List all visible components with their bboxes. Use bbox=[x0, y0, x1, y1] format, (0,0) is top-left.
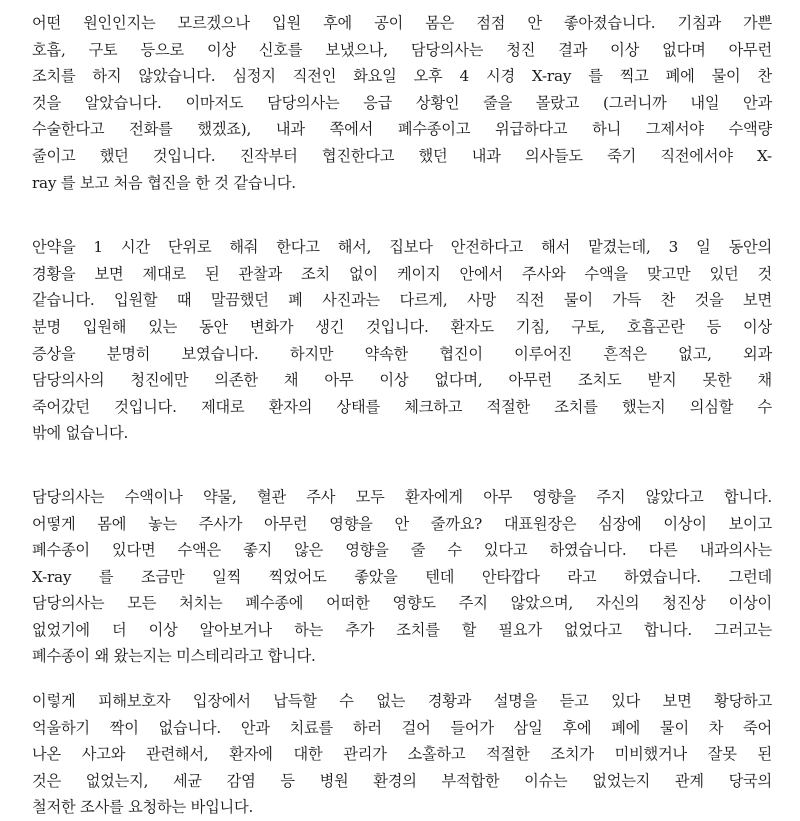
text-line: 폐수종이 왜 왔는지는 미스테리라고 합니다. bbox=[32, 647, 316, 666]
text-line: 호흡, 구토 등으로 이상 신호를 보냈으나, 담당의사는 청진 결과 이상 없다며 아무런 bbox=[32, 40, 772, 59]
text-line: 담당의사는 수액이나 약물, 혈관 주사 모두 환자에게 아무 영향을 주지 않았다고 합니다. bbox=[32, 487, 772, 506]
text-line: 담당의사는 모든 처치는 폐수종에 어떠한 영향도 주지 않았으며, 자신의 청진상 이상이 bbox=[32, 594, 772, 613]
document-page bbox=[32, 10, 772, 821]
text-line: 폐수종이 있다면 수액은 좋지 않은 영향을 줄 수 있다고 하였습니다. 다른 내과의사는 bbox=[32, 541, 772, 560]
text-line: 증상을 분명히 보였습니다. 하지만 약속한 협진이 이루어진 흔적은 없고, 외과 bbox=[32, 344, 772, 363]
text-line: 수술한다고 전화를 했겠죠), 내과 쪽에서 폐수종이고 위급하다고 하니 그제서야 수액량 bbox=[32, 120, 772, 139]
paragraph-1 bbox=[32, 10, 772, 196]
text-line: X-ray 를 조금만 일찍 찍었어도 좋았을 텐데 안타깝다 라고 하였습니다. 그런데 bbox=[32, 567, 772, 586]
text-line: 같습니다. 입원할 때 말끔했던 폐 사진과는 다르게, 사망 직전 물이 가득 찬 것을 보면 bbox=[32, 291, 772, 310]
paragraph-4 bbox=[32, 688, 772, 821]
text-line: 경황을 보면 제대로 된 관찰과 조치 없이 케이지 안에서 주사와 수액을 맞고만 있던 것 bbox=[32, 264, 772, 283]
text-line: 줄이고 했던 것입니다. 진작부터 협진한다고 했던 내과 의사들도 죽기 직전에서야 X- bbox=[32, 146, 772, 165]
text-line: 억울하기 짝이 없습니다. 안과 치료를 하러 걸어 들어가 삼일 후에 폐에 물이 차 죽어 bbox=[32, 718, 772, 737]
paragraph-3 bbox=[32, 484, 772, 670]
text-line: 밖에 없습니다. bbox=[32, 424, 129, 443]
text-line: 이렇게 피해보호자 입장에서 납득할 수 없는 경황과 설명을 듣고 있다 보면 황당하고 bbox=[32, 692, 772, 711]
text-line: 것은 없었는지, 세균 감염 등 병원 환경의 부적합한 이슈는 없었는지 관계 당국의 bbox=[32, 771, 772, 790]
text-line: 담당의사의 청진에만 의존한 채 아무 이상 없다며, 아무런 조치도 받지 못한 채 bbox=[32, 371, 772, 390]
text-line: 나온 사고와 관련해서, 환자에 대한 관리가 소홀하고 적절한 조치가 미비했거나 잘못 된 bbox=[32, 745, 772, 764]
text-line: 어떻게 몸에 놓는 주사가 아무런 영향을 안 줄까요? 대표원장은 심장에 이상이 보이고 bbox=[32, 514, 772, 533]
text-line: 분명 입원해 있는 동안 변화가 생긴 것입니다. 환자도 기침, 구토, 호흡곤란 등 이상 bbox=[32, 317, 772, 336]
text-line: 것을 알았습니다. 이마저도 담당의사는 응급 상황인 줄을 몰랐고 (그러니까 내일 안과 bbox=[32, 93, 772, 112]
text-line: 어떤 원인인지는 모르겠으나 입원 후에 공이 몸은 점점 안 좋아졌습니다. 기침과 가쁜 bbox=[32, 14, 772, 32]
text-line: 안약을 1 시간 단위로 해줘 한다고 해서, 집보다 안전하다고 해서 맡겼는데, 3 일 동안의 bbox=[32, 238, 772, 257]
text-line: ray 를 보고 처음 협진을 한 것 같습니다. bbox=[32, 173, 296, 192]
text-line: 조치를 하지 않았습니다. 심정지 직전인 화요일 오후 4 시경 X-ray 를 찍고 폐에 물이 찬 bbox=[32, 67, 772, 86]
text-line: 없었기에 더 이상 알아보거나 하는 추가 조치를 할 필요가 없었다고 합니다. 그러고는 bbox=[32, 620, 772, 639]
text-line: 철저한 조사를 요청하는 바입니다. bbox=[32, 798, 254, 817]
text-line: 죽어갔던 것입니다. 제대로 환자의 상태를 체크하고 적절한 조치를 했는지 의심할 수 bbox=[32, 397, 772, 416]
paragraph-2 bbox=[32, 234, 772, 447]
